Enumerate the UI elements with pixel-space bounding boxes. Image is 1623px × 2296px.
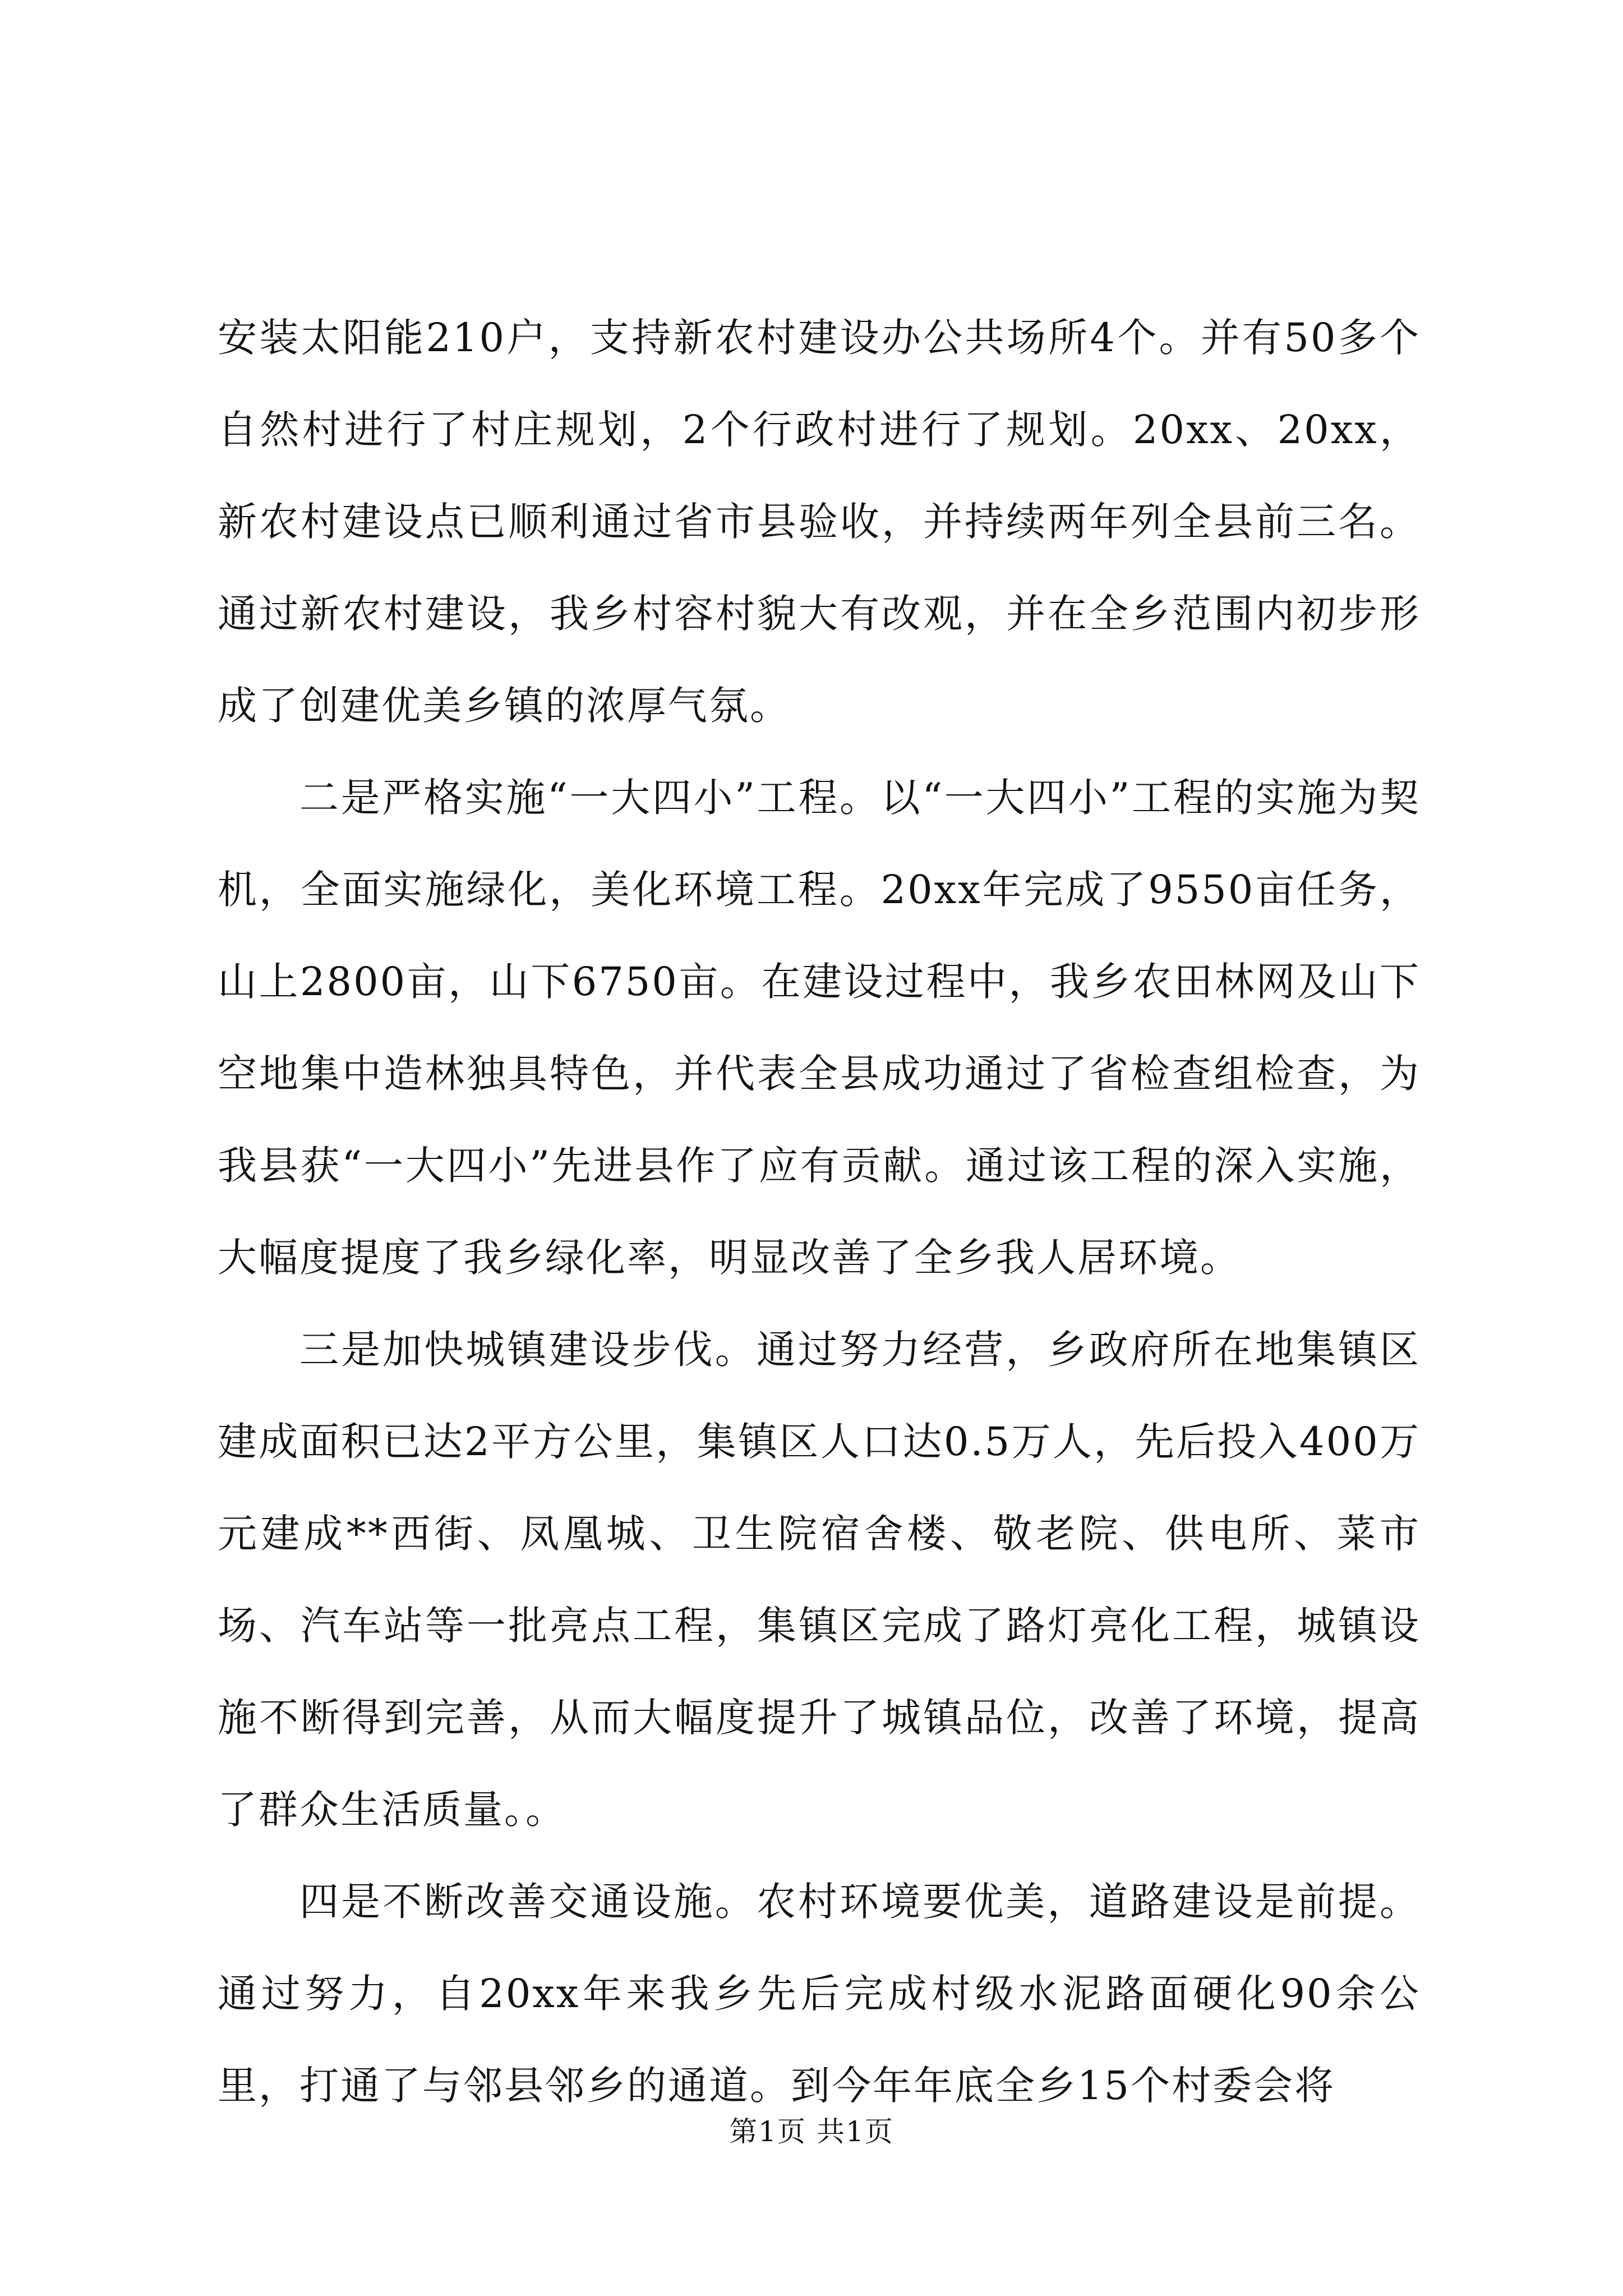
paragraph-transport-facilities: 四是不断改善交通设施。农村环境要优美，道路建设是前提。通过努力，自20xx年来我乡先后完成村级水泥路面硬化90余公里，打通了与邻县邻乡的通道。到今年年底全乡15个村委会将 bbox=[218, 1879, 1421, 2109]
paragraph-greening-project: 二是严格实施“一大四小”工程。以“一大四小”工程的实施为契机，全面实施绿化，美化环境工程。20xx年完成了9550亩任务，山上2800亩，山下6750亩。在建设过程中，我乡农田林网及山下空地集中造林独具特色，并代表全县成功通过了省检查组检查，为我县获“一大四小”先进县作了应有贡献。通过该工程的深入实施，大幅度提度了我乡绿化率，明显改善了全乡我人居环境。 bbox=[218, 775, 1421, 1281]
paragraph-continuation: 安装太阳能210户，支持新农村建设办公共场所4个。并有50多个自然村进行了村庄规划，2个行政村进行了规划。20xx、20xx，新农村建设点已顺利通过省市县验收，并持续两年列全县前三名。通过新农村建设，我乡村容村貌大有改观，并在全乡范围内初步形成了创建优美乡镇的浓厚气氛。 bbox=[218, 315, 1421, 729]
page-footer: 第1页 共1页 bbox=[729, 2115, 894, 2148]
paragraph-town-construction: 三是加快城镇建设步伐。通过努力经营，乡政府所在地集镇区建成面积已达2平方公里，集镇区人口达0.5万人，先后投入400万元建成**西街、凤凰城、卫生院宿舍楼、敬老院、供电所、菜市场、汽车站等一批亮点工程，集镇区完成了路灯亮化工程，城镇设施不断得到完善，从而大幅度提升了城镇品位，改善了环境，提高了群众生活质量。。 bbox=[218, 1327, 1421, 1833]
document-body bbox=[218, 292, 1421, 2132]
